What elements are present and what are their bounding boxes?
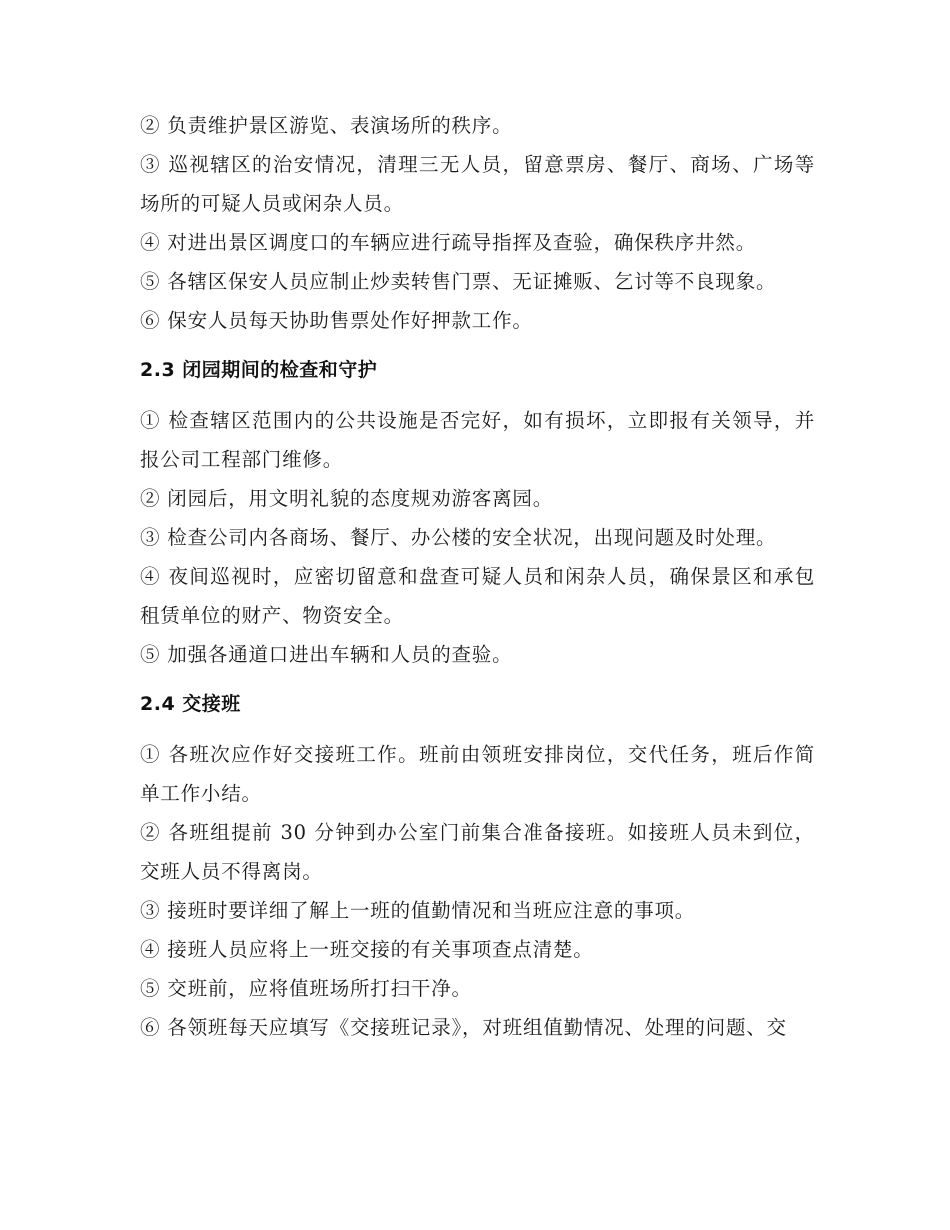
document-body	[140, 106, 815, 1047]
section-heading: 2.3 闭园期间的检查和守护	[140, 359, 378, 381]
list-item: ⑤ 加强各通道口进出车辆和人员的查验。	[140, 643, 513, 666]
section-heading: 2.4 交接班	[140, 693, 241, 715]
list-item: ① 各班次应作好交接班工作。班前由领班安排岗位，交代任务，班后作简单工作小结。	[140, 743, 815, 805]
section-duties-continued	[140, 106, 815, 340]
list-item: ④ 对进出景区调度口的车辆应进行疏导指挥及查验，确保秩序井然。	[140, 231, 756, 254]
list-item: ⑤ 各辖区保安人员应制止炒卖转售门票、无证摊贩、乞讨等不良现象。	[140, 270, 777, 293]
section-2-3	[140, 352, 815, 674]
list-item: ① 检查辖区范围内的公共设施是否完好，如有损坏，立即报有关领导，并报公司工程部门维修。	[140, 409, 815, 471]
list-item: ④ 夜间巡视时，应密切留意和盘查可疑人员和闲杂人员，确保景区和承包租赁单位的财产、物资安全。	[140, 565, 815, 627]
list-item: ③ 巡视辖区的治安情况，清理三无人员，留意票房、餐厅、商场、广场等场所的可疑人员或闲杂人员。	[140, 153, 815, 215]
section-2-4	[140, 686, 815, 1047]
list-item: ④ 接班人员应将上一班交接的有关事项查点清楚。	[140, 938, 594, 961]
list-item: ⑤ 交班前，应将值班场所打扫干净。	[140, 977, 472, 1000]
list-item: ⑥ 保安人员每天协助售票处作好押款工作。	[140, 309, 533, 332]
list-item: ② 负责维护景区游览、表演场所的秩序。	[140, 114, 513, 137]
list-item: ③ 接班时要详细了解上一班的值勤情况和当班应注意的事项。	[140, 899, 696, 922]
list-item: ③ 检查公司内各商场、餐厅、办公楼的安全状况，出现问题及时处理。	[140, 526, 777, 549]
list-item: ② 闭园后，用文明礼貌的态度规劝游客离园。	[140, 487, 553, 510]
list-item: ⑥ 各领班每天应填写《交接班记录》，对班组值勤情况、处理的问题、交	[140, 1016, 787, 1039]
list-item: ② 各班组提前 30 分钟到办公室门前集合准备接班。如接班人员未到位，交班人员不得离岗。	[140, 821, 815, 883]
